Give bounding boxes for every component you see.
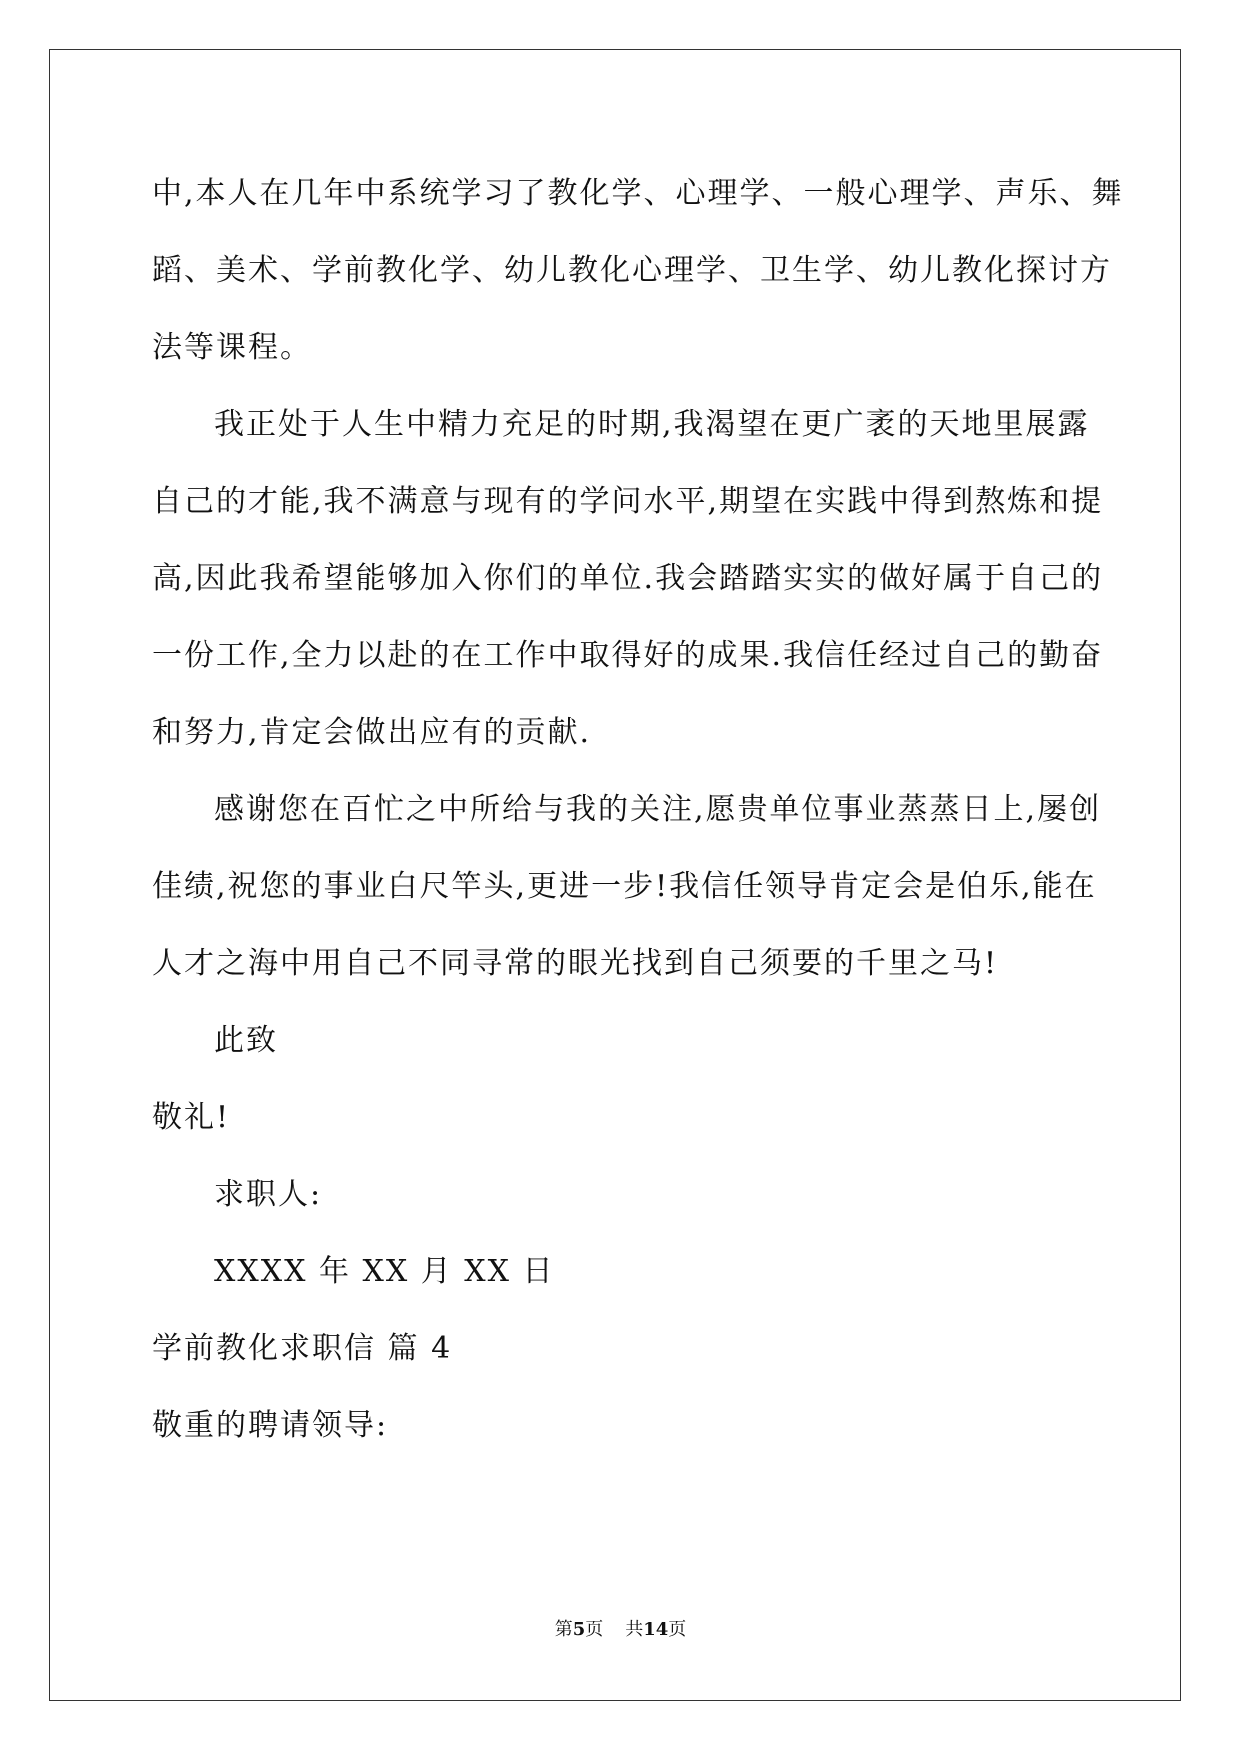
document-body — [152, 155, 1124, 1464]
text-line: 人才之海中用自己不同寻常的眼光找到自己须要的千里之马! — [152, 946, 999, 981]
current-page-number: 5 — [572, 1619, 586, 1640]
page-footer — [0, 1618, 1241, 1642]
footer-prefix: 第 — [554, 1619, 573, 1640]
date-line: XXXX 年 XX 月 XX 日 — [214, 1254, 555, 1289]
footer-total-suffix: 页 — [668, 1619, 687, 1640]
text-line: 自己的才能,我不满意与现有的学问水平,期望在实践中得到熬炼和提 — [152, 484, 1104, 519]
text-line: 高,因此我希望能够加入你们的单位.我会踏踏实实的做好属于自己的 — [152, 561, 1104, 596]
next-section — [152, 1310, 1082, 1464]
text-line: 一份工作,全力以赴的在工作中取得好的成果.我信任经过自己的勤奋 — [152, 638, 1104, 673]
text-line: 佳绩,祝您的事业白尺竿头,更进一步!我信任领导肯定会是伯乐,能在 — [152, 869, 1097, 904]
paragraph-3 — [152, 771, 1102, 1002]
closing-block — [152, 1002, 1082, 1310]
footer-page-suffix: 页 — [585, 1619, 604, 1640]
greeting: 敬重的聘请领导: — [152, 1408, 389, 1443]
footer-total-prefix: 共 — [625, 1619, 644, 1640]
text-line: 和努力,肯定会做出应有的贡献. — [152, 715, 592, 750]
text-line: 法等课程。 — [152, 330, 312, 365]
text-line: 感谢您在百忙之中所给与我的关注,愿贵单位事业蒸蒸日上,屡创 — [214, 792, 1102, 827]
paragraph-1 — [152, 155, 1124, 386]
salutation: 此致 — [214, 1023, 278, 1058]
paragraph-2 — [152, 386, 1104, 771]
text-line: 我正处于人生中精力充足的时期,我渴望在更广袤的天地里展露 — [214, 407, 1090, 442]
applicant-label: 求职人: — [214, 1177, 323, 1212]
regards: 敬礼! — [152, 1100, 231, 1135]
section-heading: 学前教化求职信 篇 4 — [152, 1331, 453, 1366]
text-line: 中,本人在几年中系统学习了教化学、心理学、一般心理学、声乐、舞 — [152, 176, 1124, 211]
text-line: 蹈、美术、学前教化学、幼儿教化心理学、卫生学、幼儿教化探讨方 — [152, 253, 1112, 288]
total-page-count: 14 — [643, 1619, 669, 1640]
